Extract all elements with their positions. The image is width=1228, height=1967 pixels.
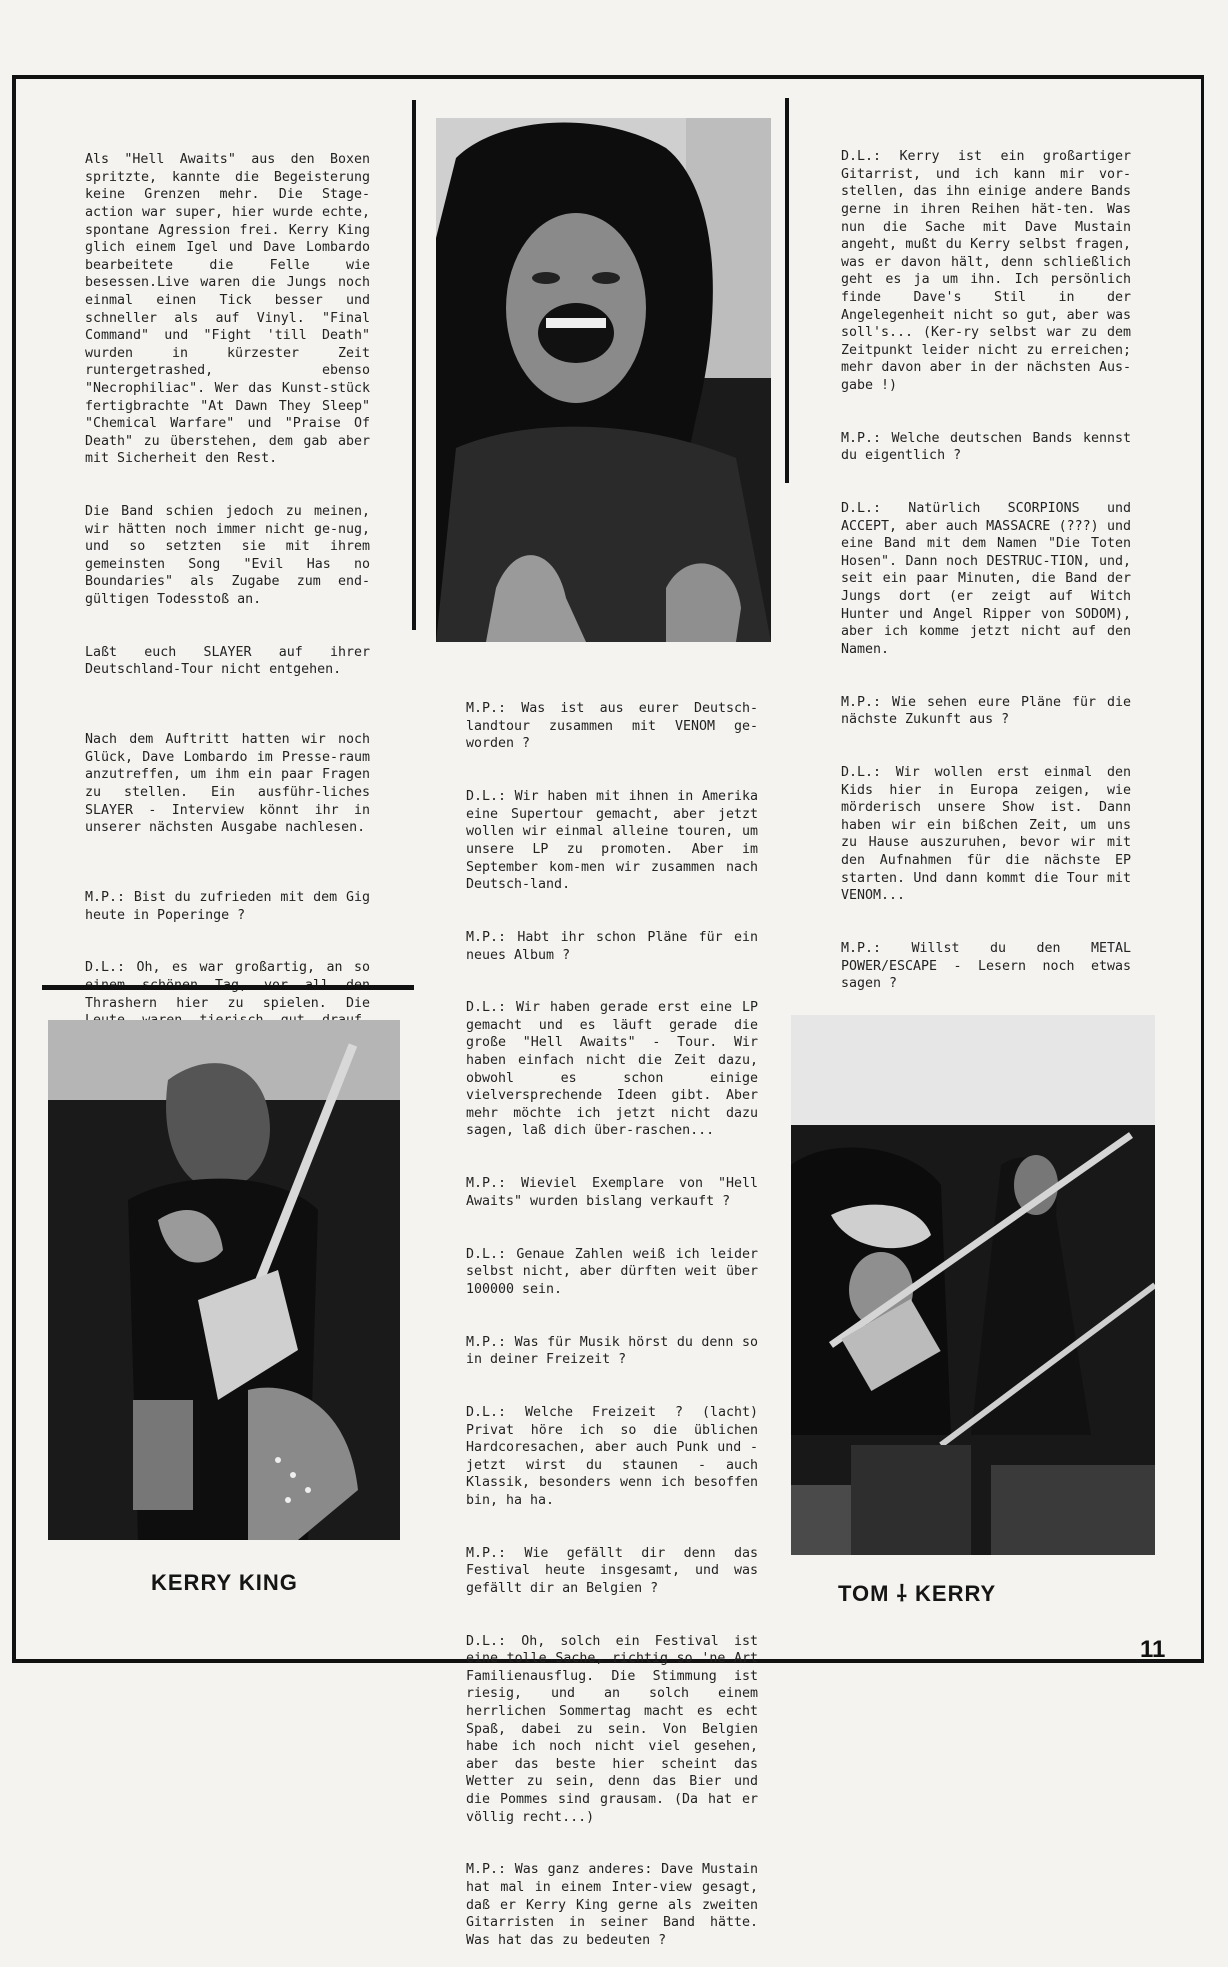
left-para-3: Laßt euch SLAYER auf ihrer Deutschland-Tour nicht entgehen. (85, 644, 379, 678)
photo-kerry-king (48, 1020, 400, 1540)
column-rule-left (412, 100, 416, 630)
caption-tom-kerry: TOM ⸸ KERRY (838, 1581, 997, 1606)
left-photo-rule (42, 985, 414, 990)
photo-dave-lombardo (436, 118, 771, 642)
mid-answer-2: D.L.: Wir haben gerade erst eine LP gemacht und es läuft gerade die große "Hell Awaits" - Tour. Wir haben einfach nicht die Zeit dazu, obwohl es schon einige vielversprechende Ideen gibt. Aber mehr möchte ich jetzt nicht dazu sagen, laß dich über-raschen... (466, 1000, 767, 1139)
right-question-2: M.P.: Wie sehen eure Pläne für die nächste Zukunft aus ? (841, 694, 1140, 728)
mid-answer-5: D.L.: Oh, solch ein Festival ist eine tolle Sache, richtig so 'ne Art Familienausflug. Die Stimmung ist riesig, und an solch einem herrlichen Sommertag macht es echt Spaß, dabei zu sein. Von Belgien habe ich noch nicht viel gesehen, aber das beste hier scheint das Wetter zu sein, denn das Bier und die Pommes sind grausam. (Da hat er völlig recht...) (466, 1633, 767, 1825)
left-para-1: Als "Hell Awaits" aus den Boxen spritzte, kannte die Begeisterung keine Grenzen mehr. Die Stage-action war super, hier wurde echte, spontane Agression frei. Kerry King glich einem Igel und Dave Lombardo bearbeitete die Felle wie besessen.Live waren die Jungs noch einmal einen Tick besser und schneller als auf Vinyl. "Final Command" und "Fight 'till Death" wurden in kürzester Zeit runtergetrashed, ebenso "Necrophiliac". Wer das Kunst-stück fertigbrachte "At Dawn They Sleep" "Chemical Warfare" und "Praise Of Death" zu überstehen, dem gab aber mit Sicherheit den Rest. (85, 152, 379, 467)
left-column (85, 116, 379, 1135)
left-question-1: M.P.: Bist du zufrieden mit dem Gig heute in Poperinge ? (85, 889, 379, 923)
right-answer-1: D.L.: Kerry ist ein großartiger Gitarrist, und ich kann mir vor-stellen, das ihn einige andere Bands gerne in ihren Reihen hät-ten. Was nun die Sache mit Dave Mustain angeht, mußt du Kerry selbst fragen, was er davon hält, denn schließlich geht es ja um ihn. Ich persönlich finde Dave's Stil in der Angelegenheit nicht so gut, aber was soll's... (Ker-ry selbst war zu dem Zeitpunkt leider nicht zu erreichen; mehr davon aber in der nächsten Aus-gabe !) (841, 149, 1140, 393)
left-para-4: Nach dem Auftritt hatten wir noch Glück, Dave Lombardo im Presse-raum anzutreffen, um ihm ein paar Fragen zu stellen. Ein ausführ-liches SLAYER - Interview könnt ihr in unserer nächsten Ausgabe nachlesen. (85, 732, 379, 836)
mid-answer-4: D.L.: Welche Freizeit ? (lacht) Privat höre ich so die üblichen Hardcoresachen, aber auch Punk und - jetzt wirst du staunen - auch Klassik, besonders wenn ich besoffen bin, ha ha. (466, 1404, 767, 1508)
caption-kerry-king: KERRY KING (151, 1570, 298, 1595)
mid-question-2: M.P.: Habt ihr schon Pläne für ein neues Album ? (466, 929, 767, 963)
mid-answer-1: D.L.: Wir haben mit ihnen in Amerika eine Supertour gemacht, aber jetzt wollen wir einmal alleine touren, um unsere LP zu promoten. Aber im September kom-men wir zusammen nach Deutsch-land. (466, 789, 767, 893)
mid-question-4: M.P.: Was für Musik hörst du denn so in deiner Freizeit ? (466, 1334, 767, 1368)
right-question-3: M.P.: Willst du den METAL POWER/ESCAPE - Lesern noch etwas sagen ? (841, 940, 1140, 992)
mid-question-1: M.P.: Was ist aus eurer Deutsch-landtour zusammen mit VENOM ge-worden ? (466, 701, 758, 752)
page-number: 11 (1140, 1636, 1166, 1663)
mid-question-3: M.P.: Wieviel Exemplare von "Hell Awaits" wurden bislang verkauft ? (466, 1176, 767, 1209)
mid-question-5: M.P.: Wie gefällt dir denn das Festival heute insgesamt, und was gefällt dir an Belgien ? (466, 1545, 767, 1596)
right-answer-3: D.L.: Wir wollen erst einmal den Kids hier in Europa zeigen, wie mörderisch unsere Show ist. Dann haben wir ein bißchen Zeit, um uns zu Hause auszuruhen, bevor wir mit den Aufnahmen für die nächste EP starten. Und dann kommt die Tour mit VENOM... (841, 764, 1140, 904)
photo-tom-kerry (791, 1015, 1155, 1555)
column-rule-right (785, 98, 789, 483)
left-answer-1: D.L.: Oh, es war großartig, an so Thrashern hier zu spielen. Die (85, 960, 370, 1011)
right-question-1: M.P.: Welche deutschen Bands kennst du eigentlich ? (841, 430, 1140, 464)
left-para-2: Die Band schien jedoch zu meinen, wir hätten noch immer nicht ge-nug, und so setzten sie mit ihrem gemeinsten Song "Evil Has no Boundaries" als Zugabe zum end-gültigen Todesstoß an. (85, 504, 379, 608)
right-answer-2: D.L.: Natürlich SCORPIONS und ACCEPT, aber auch MASSACRE (???) und eine Band mit dem Namen "Die Toten Hosen". Dann noch DESTRUC-TION, und, seit ein paar Minuten, die Band der Jungs dort (er zeigt auf Witch Hunter und Angel Ripper von SODOM), aber ich komme jetzt nicht auf den Namen. (841, 501, 1140, 657)
middle-column (466, 665, 767, 1967)
mid-answer-3: D.L.: Genaue Zahlen weiß ich leider selbst nicht, aber dürften weit über 100000 sein. (466, 1246, 767, 1297)
mid-question-6: M.P.: Was ganz anderes: Dave Mustain hat mal in einem Inter-view gesagt, daß er Kerry King gerne als zweiten Gitarristen in seiner Band hätte. Was hat das zu bedeuten ? (466, 1862, 767, 1948)
